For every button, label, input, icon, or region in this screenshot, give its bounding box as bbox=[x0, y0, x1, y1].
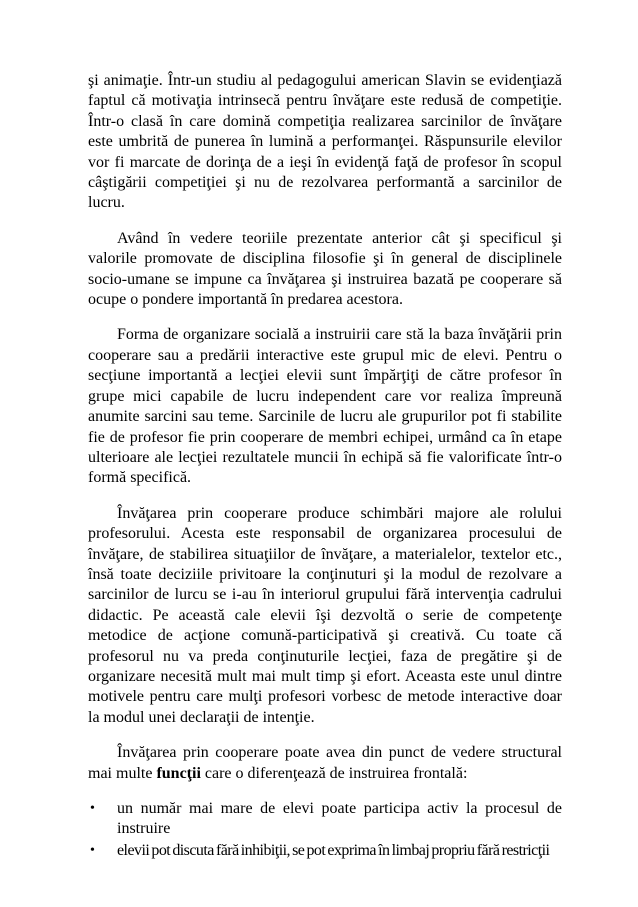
list-item bbox=[88, 841, 562, 861]
document-page bbox=[88, 71, 562, 862]
bullet-icon: • bbox=[90, 801, 95, 816]
paragraph-5-bold-term: funcţii bbox=[156, 764, 201, 782]
bullet-icon: • bbox=[90, 842, 95, 858]
list-item-text: un număr mai mare de elevi poate participa activ la procesul de instruire bbox=[117, 800, 562, 838]
paragraph-5 bbox=[88, 743, 562, 784]
list-item bbox=[88, 799, 562, 840]
list-item-text: elevii pot discuta fără inhibiţii, se pot exprima în limbaj propriu fără restricţii bbox=[117, 841, 550, 859]
paragraph-2: Având în vedere teoriile prezentate anterior cât şi specificul şi valorile promovate de disciplina filosofie şi în general de disciplinele socio-umane se impune ca învăţarea şi instruirea bazată pe cooperare să ocupe o pondere importantă în predarea acestora. bbox=[88, 229, 562, 309]
paragraph-3: Forma de organizare socială a instruirii care stă la baza învăţării prin cooperare sau a predării interactive este grupul mic de elevi. Pentru o secţiune importantă a lecţiei elevii sunt împărţiţi de către profesor în grupe mici capabile de lucru independent care vor realiza împreună anumite sarcini sau teme. Sarcinile de lucru ale grupurilor pot fi stabilite fie de profesor fie prin cooperare de membri echipei, urmând ca în etape ulterioare ale lecţiei rezultatele muncii în echipă să fie valorificate într-o formă specifică. bbox=[88, 326, 562, 487]
paragraph-5-text-before: Învăţarea prin cooperare poate avea din punct de vedere structural mai multe bbox=[88, 744, 562, 782]
bullet-list bbox=[88, 799, 562, 861]
paragraph-1: şi animaţie. Într-un studiu al pedagogului american Slavin se evidenţiază faptul că motivaţia intrinsecă pentru învăţare este redusă de competiţie. Într-o clasă în care domină competiţia realizarea sarcinilor de învăţare este umbrită de punerea în lumină a performanţei. Răspunsurile elevilor vor fi marcate de dorinţa de a ieşi în evidenţă faţă de profesor în scopul câştigării competiţiei şi nu de rezolvarea performantă a sarcinilor de lucru. bbox=[88, 72, 562, 212]
paragraph-4: Învăţarea prin cooperare produce schimbări majore ale rolului profesorului. Acesta este responsabil de organizarea procesului de învăţare, de stabilirea situaţiilor de învăţare, a materialelor, textelor etc., însă toate deciziile privitoare la conţinuturi şi la modul de rezolvare a sarcinilor de lurcu se i-au în interiorul grupului fără intervenţia cadrului didactic. Pe această cale elevii îşi dezvoltă o serie de competenţe metodice de acţione comună-participativă şi creativă. Cu toate că profesorul nu va preda conţinuturile lecţiei, faza de pregătire şi de organizare necesită mult mai mult timp şi efort. Aceasta este unul dintre motivele pentru care mulţi profesori vorbesc de metode interactive doar la modul unei declaraţii de intenţie. bbox=[88, 504, 562, 726]
paragraph-5-text-after: care o diferenţează de instruirea frontală: bbox=[200, 764, 468, 782]
